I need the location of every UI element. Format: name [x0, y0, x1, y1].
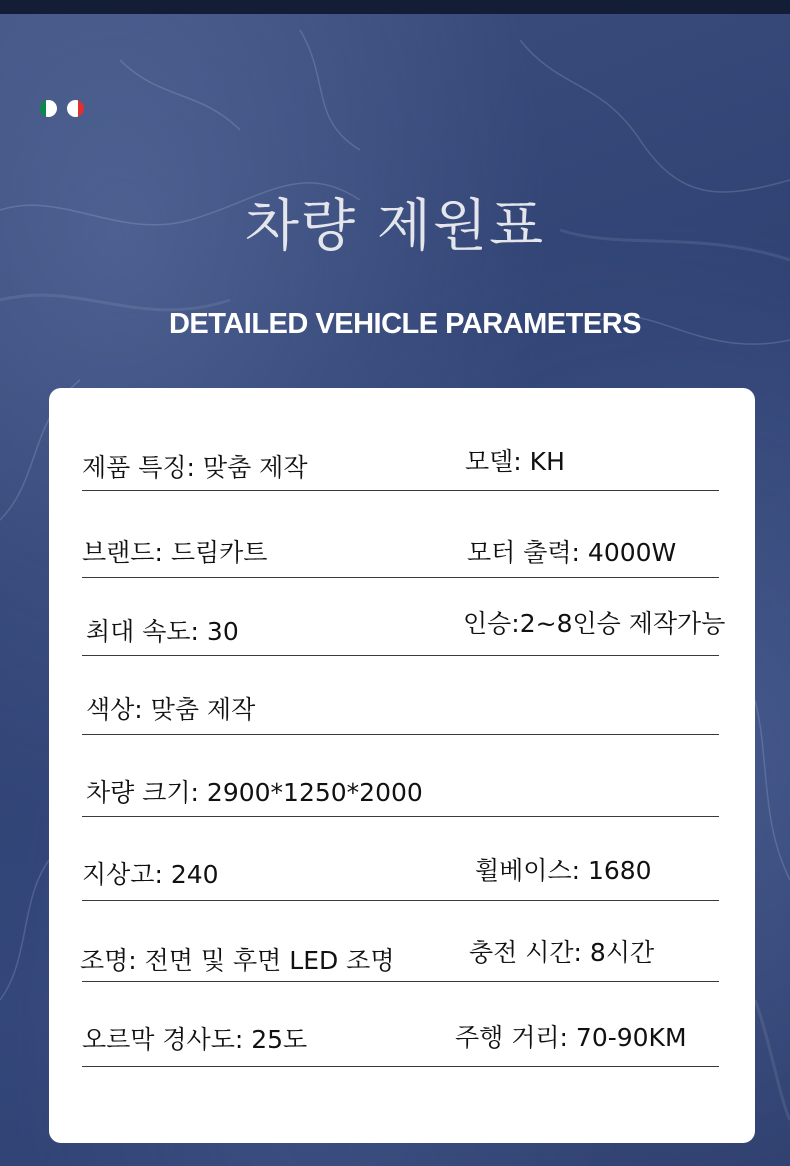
spec-row — [82, 901, 719, 982]
italy-flag-icon — [40, 100, 57, 117]
spec-brand: 브랜드: 드림카트 — [82, 538, 268, 567]
spec-seats: 인승:2~8인승 제작가능 — [463, 609, 726, 638]
spec-wheelbase: 휠베이스: 1680 — [475, 856, 652, 885]
page-subtitle: DETAILED VEHICLE PARAMETERS — [168, 308, 641, 340]
spec-motor-power: 모터 출력: 4000W — [467, 538, 677, 567]
page-title: 차량 제원표 — [244, 194, 546, 259]
spec-row — [82, 388, 719, 491]
spec-card — [49, 388, 755, 1143]
spec-model: 모델: KH — [465, 447, 565, 476]
spec-ground-clearance: 지상고: 240 — [82, 860, 219, 889]
spec-color: 색상: 맞춤 제작 — [86, 695, 256, 724]
flags — [40, 100, 84, 117]
spec-product-feature: 제품 특징: 맞춤 제작 — [82, 453, 308, 482]
spec-max-speed: 최대 속도: 30 — [86, 617, 239, 646]
spec-climbing-grade: 오르막 경사도: 25도 — [82, 1025, 308, 1054]
italy-flag-icon — [67, 100, 84, 117]
spec-driving-range: 주행 거리: 70-90KM — [455, 1023, 687, 1052]
spec-row — [82, 982, 719, 1067]
spec-charging-time: 충전 시간: 8시간 — [469, 938, 655, 967]
spec-row — [82, 656, 719, 735]
spec-vehicle-size: 차량 크기: 2900*1250*2000 — [86, 778, 423, 807]
spec-lighting: 조명: 전면 및 후면 LED 조명 — [80, 946, 395, 975]
spec-row — [82, 817, 719, 901]
spec-row — [82, 578, 726, 656]
spec-row — [82, 735, 719, 817]
spec-row — [82, 491, 719, 578]
